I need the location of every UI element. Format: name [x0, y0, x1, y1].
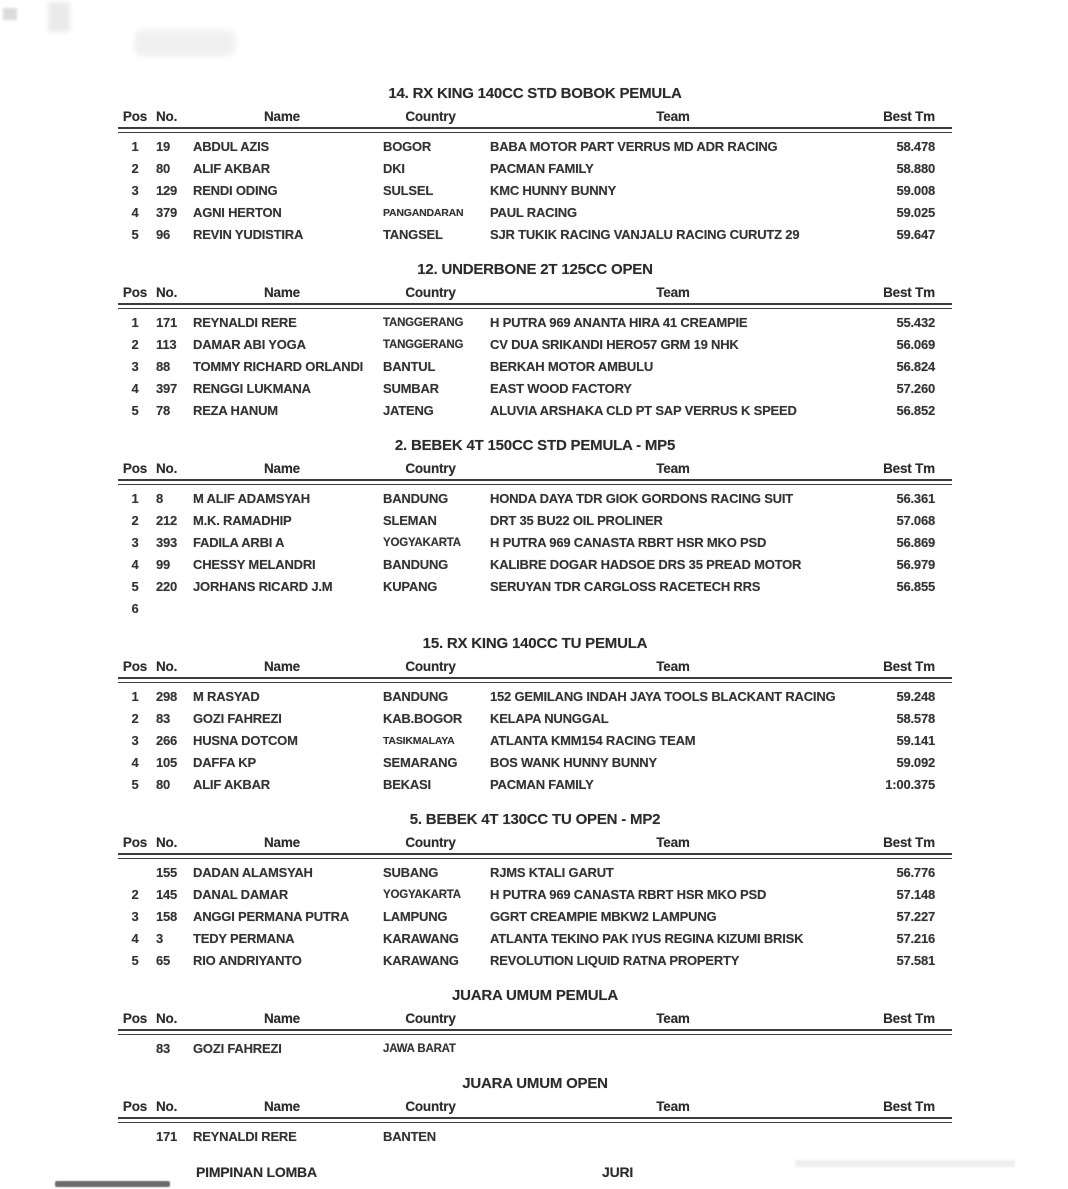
cell-pos: 5	[131, 579, 139, 594]
cell-name: ALIF AKBAR	[193, 161, 270, 176]
table-row	[118, 400, 952, 422]
cell-name: ANGGI PERMANA PUTRA	[193, 909, 350, 924]
cell-name: HUSNA DOTCOM	[193, 733, 298, 748]
cell-country: BOGOR	[383, 139, 432, 154]
column-header-pos: Pos	[122, 659, 148, 674]
cell-pos: 4	[131, 755, 139, 770]
cell-country: TASIKMALAYA	[383, 735, 455, 747]
cell-country: TANGGERANG	[383, 339, 464, 351]
column-header-name: Name	[264, 1011, 300, 1026]
cell-name: FADILA ARBI A	[193, 535, 285, 550]
results-table	[118, 86, 952, 246]
cell-pos: 2	[131, 711, 139, 726]
cell-no	[152, 598, 187, 620]
cell-best-time: 58.880	[896, 161, 935, 176]
cell-team: PACMAN FAMILY	[490, 777, 594, 792]
cell-country: JATENG	[383, 403, 434, 418]
cell-pos: 4	[131, 381, 139, 396]
cell-no: 99	[156, 557, 171, 572]
column-header-team: Team	[656, 109, 690, 124]
cell-pos: 3	[131, 909, 139, 924]
cell-no: 3	[156, 931, 164, 946]
cell-country: PANGANDARAN	[383, 207, 464, 219]
table-row	[118, 752, 952, 774]
cell-best-time: 56.069	[896, 337, 935, 352]
header-row	[118, 1010, 952, 1027]
cell-no: 158	[156, 909, 178, 924]
cell-pos: 3	[131, 359, 139, 374]
cell-name: M RASYAD	[193, 689, 260, 704]
column-header-best-time: Best Tm	[883, 659, 935, 674]
cell-pos: 2	[131, 513, 139, 528]
cell-pos: 3	[131, 535, 139, 550]
cell-team: CV DUA SRIKANDI HERO57 GRM 19 NHK	[490, 337, 739, 352]
cell-team: ATLANTA TEKINO PAK IYUS REGINA KIZUMI BRISK	[490, 931, 804, 946]
cell-name: M ALIF ADAMSYAH	[193, 491, 310, 506]
table-row	[118, 488, 952, 510]
cell-team: DRT 35 BU22 OIL PROLINER	[490, 513, 663, 528]
table-body	[118, 485, 952, 620]
cell-name: RENGGI LUKMANA	[193, 381, 311, 396]
cell-country: KUPANG	[383, 579, 438, 594]
table-row	[118, 136, 952, 158]
cell-best-time: 59.092	[896, 755, 935, 770]
cell-team	[484, 1126, 862, 1148]
column-header-team: Team	[656, 461, 690, 476]
cell-pos	[118, 1038, 152, 1060]
cell-pos: 5	[131, 777, 139, 792]
cell-best-time: 56.852	[896, 403, 935, 418]
table-row	[118, 928, 952, 950]
cell-pos: 3	[131, 183, 139, 198]
cell-team: PAUL RACING	[490, 205, 577, 220]
cell-team	[484, 1038, 862, 1060]
cell-best-time: 55.432	[896, 315, 935, 330]
cell-name: GOZI FAHREZI	[193, 1041, 282, 1056]
cell-no: 379	[156, 205, 178, 220]
results-table	[118, 988, 952, 1060]
column-header-team: Team	[656, 835, 690, 850]
cell-country: BANTUL	[383, 359, 436, 374]
column-header-best-time: Best Tm	[883, 1099, 935, 1114]
cell-best-time: 56.855	[896, 579, 935, 594]
cell-name: AGNI HERTON	[193, 205, 282, 220]
table-row	[118, 356, 952, 378]
cell-best-time: 56.776	[896, 865, 935, 880]
table-title: 5. BEBEK 4T 130CC TU OPEN - MP2	[409, 811, 661, 828]
column-header-team: Team	[656, 285, 690, 300]
column-header-pos: Pos	[122, 1099, 148, 1114]
signature-row	[118, 1164, 952, 1186]
column-header-no: No.	[156, 659, 178, 674]
cell-best-time: 56.824	[896, 359, 935, 374]
table-row	[118, 708, 952, 730]
header-row	[118, 1098, 952, 1115]
header-row	[118, 284, 952, 301]
column-header-country: Country	[405, 659, 456, 674]
table-row	[118, 730, 952, 752]
cell-name: TOMMY RICHARD ORLANDI	[193, 359, 364, 374]
table-row	[118, 686, 952, 708]
cell-team: ALUVIA ARSHAKA CLD PT SAP VERRUS K SPEED	[490, 403, 797, 418]
column-header-best-time: Best Tm	[883, 285, 935, 300]
cell-team: H PUTRA 969 ANANTA HIRA 41 CREAMPIE	[490, 315, 748, 330]
table-title: 14. RX KING 140CC STD BOBOK PEMULA	[388, 85, 682, 102]
table-row	[118, 378, 952, 400]
cell-name: REVIN YUDISTIRA	[193, 227, 304, 242]
column-header-best-time: Best Tm	[883, 109, 935, 124]
cell-team: KALIBRE DOGAR HADSOE DRS 35 PREAD MOTOR	[490, 557, 802, 572]
column-header-name: Name	[264, 659, 300, 674]
cell-name: ABDUL AZIS	[193, 139, 270, 154]
column-header-team: Team	[656, 1099, 690, 1114]
table-body	[118, 309, 952, 422]
cell-no: 155	[156, 865, 178, 880]
cell-country: SEMARANG	[383, 755, 458, 770]
table-row	[118, 532, 952, 554]
cell-best-time: 57.227	[896, 909, 935, 924]
cell-team	[484, 598, 862, 620]
column-header-name: Name	[264, 461, 300, 476]
cell-country: SUBANG	[383, 865, 439, 880]
table-row	[118, 334, 952, 356]
table-body	[118, 133, 952, 246]
cell-best-time: 57.068	[896, 513, 935, 528]
cell-country: BANTEN	[383, 1129, 436, 1144]
table-row	[118, 554, 952, 576]
cell-name: REYNALDI RERE	[193, 1129, 297, 1144]
jury-label: JURI	[602, 1164, 634, 1180]
cell-no: 145	[156, 887, 178, 902]
header-row	[118, 460, 952, 477]
cell-no: 83	[156, 711, 171, 726]
cell-country: TANGSEL	[383, 227, 443, 242]
table-title: JUARA UMUM OPEN	[462, 1075, 608, 1092]
scan-artifact	[3, 8, 17, 20]
table-row	[118, 906, 952, 928]
cell-no: 96	[156, 227, 171, 242]
cell-best-time: 56.361	[896, 491, 935, 506]
cell-no: 171	[156, 1129, 178, 1144]
results-table	[118, 1076, 952, 1148]
table-row	[118, 774, 952, 796]
cell-team: PACMAN FAMILY	[490, 161, 594, 176]
header-row	[118, 834, 952, 851]
cell-no: 171	[156, 315, 178, 330]
cell-no: 80	[156, 777, 171, 792]
column-header-team: Team	[656, 659, 690, 674]
cell-best-time: 56.869	[896, 535, 935, 550]
cell-no: 19	[156, 139, 171, 154]
cell-pos: 1	[131, 491, 139, 506]
cell-best-time: 59.141	[896, 733, 935, 748]
table-title: 15. RX KING 140CC TU PEMULA	[422, 635, 648, 652]
column-header-name: Name	[264, 285, 300, 300]
cell-best-time	[862, 1038, 952, 1060]
table-row	[118, 202, 952, 224]
cell-pos: 4	[131, 931, 139, 946]
column-header-country: Country	[405, 1011, 456, 1026]
table-title: JUARA UMUM PEMULA	[451, 987, 619, 1004]
cell-best-time: 57.216	[896, 931, 935, 946]
cell-team: GGRT CREAMPIE MBKW2 LAMPUNG	[490, 909, 717, 924]
results-table	[118, 636, 952, 796]
cell-name: REZA HANUM	[193, 403, 278, 418]
scan-artifact	[48, 2, 70, 32]
cell-team: 152 GEMILANG INDAH JAYA TOOLS BLACKANT RACING	[490, 689, 836, 704]
table-title: 2. BEBEK 4T 150CC STD PEMULA - MP5	[394, 437, 676, 454]
table-row	[118, 862, 952, 884]
cell-name: JORHANS RICARD J.M	[193, 579, 333, 594]
cell-team: BERKAH MOTOR AMBULU	[490, 359, 654, 374]
cell-pos	[118, 1126, 152, 1148]
cell-best-time: 1:00.375	[885, 777, 935, 792]
cell-country: BEKASI	[383, 777, 431, 792]
cell-country: JAWA BARAT	[383, 1043, 456, 1055]
header-row	[118, 108, 952, 125]
column-header-country: Country	[405, 109, 456, 124]
cell-name: DANAL DAMAR	[193, 887, 289, 902]
cell-country: YOGYAKARTA	[383, 889, 461, 901]
results-content	[118, 86, 952, 1186]
table-row	[118, 180, 952, 202]
cell-country	[377, 598, 484, 620]
cell-team: RJMS KTALI GARUT	[490, 865, 614, 880]
cell-name: DAFFA KP	[193, 755, 256, 770]
cell-no: 393	[156, 535, 178, 550]
table-row	[118, 1126, 952, 1148]
table-body	[118, 1123, 952, 1148]
column-header-no: No.	[156, 285, 178, 300]
cell-pos: 3	[131, 733, 139, 748]
cell-country: BANDUNG	[383, 557, 449, 572]
cell-country: KARAWANG	[383, 931, 459, 946]
table-row	[118, 598, 952, 620]
cell-team: BABA MOTOR PART VERRUS MD ADR RACING	[490, 139, 778, 154]
column-header-best-time: Best Tm	[883, 1011, 935, 1026]
cell-team: ATLANTA KMM154 RACING TEAM	[490, 733, 696, 748]
cell-name: TEDY PERMANA	[193, 931, 295, 946]
cell-country: SULSEL	[383, 183, 434, 198]
cell-pos: 2	[131, 161, 139, 176]
cell-best-time	[862, 1126, 952, 1148]
cell-no: 65	[156, 953, 171, 968]
column-header-pos: Pos	[122, 1011, 148, 1026]
table-body	[118, 683, 952, 796]
cell-best-time: 57.581	[896, 953, 935, 968]
cell-pos: 2	[131, 887, 139, 902]
column-header-pos: Pos	[122, 285, 148, 300]
cell-pos: 6	[131, 601, 139, 616]
header-row	[118, 658, 952, 675]
column-header-name: Name	[264, 1099, 300, 1114]
cell-team: KELAPA NUNGGAL	[490, 711, 609, 726]
column-header-no: No.	[156, 461, 178, 476]
table-row	[118, 510, 952, 532]
column-header-team: Team	[656, 1011, 690, 1026]
cell-best-time: 59.025	[896, 205, 935, 220]
cell-country: BANDUNG	[383, 491, 449, 506]
cell-name: REYNALDI RERE	[193, 315, 297, 330]
cell-name: ALIF AKBAR	[193, 777, 270, 792]
cell-pos: 5	[131, 227, 139, 242]
table-row	[118, 884, 952, 906]
cell-name: RENDI ODING	[193, 183, 278, 198]
cell-pos: 5	[131, 953, 139, 968]
cell-country: SUMBAR	[383, 381, 439, 396]
cell-pos	[118, 862, 152, 884]
column-header-country: Country	[405, 1099, 456, 1114]
column-header-pos: Pos	[122, 835, 148, 850]
cell-best-time: 59.008	[896, 183, 935, 198]
cell-country: KARAWANG	[383, 953, 459, 968]
column-header-no: No.	[156, 109, 178, 124]
table-row	[118, 576, 952, 598]
table-title: 12. UNDERBONE 2T 125CC OPEN	[417, 261, 653, 278]
cell-country: BANDUNG	[383, 689, 449, 704]
table-body	[118, 859, 952, 972]
cell-team: EAST WOOD FACTORY	[490, 381, 632, 396]
cell-team: KMC HUNNY BUNNY	[490, 183, 617, 198]
table-row	[118, 312, 952, 334]
cell-pos: 5	[131, 403, 139, 418]
scan-artifact	[135, 30, 235, 56]
column-header-name: Name	[264, 835, 300, 850]
cell-no: 129	[156, 183, 178, 198]
cell-no: 397	[156, 381, 178, 396]
cell-pos: 4	[131, 557, 139, 572]
cell-best-time: 57.148	[896, 887, 935, 902]
cell-no: 266	[156, 733, 178, 748]
cell-best-time	[862, 598, 952, 620]
cell-country: SLEMAN	[383, 513, 437, 528]
cell-pos: 1	[131, 315, 139, 330]
cell-name: CHESSY MELANDRI	[193, 557, 316, 572]
column-header-pos: Pos	[122, 461, 148, 476]
cell-pos: 4	[131, 205, 139, 220]
results-table	[118, 438, 952, 620]
cell-best-time: 58.578	[896, 711, 935, 726]
cell-country: KAB.BOGOR	[383, 711, 463, 726]
cell-no: 220	[156, 579, 178, 594]
cell-no: 212	[156, 513, 178, 528]
cell-no: 105	[156, 755, 178, 770]
cell-team: SERUYAN TDR CARGLOSS RACETECH RRS	[490, 579, 761, 594]
table-row	[118, 950, 952, 972]
table-row	[118, 1038, 952, 1060]
cell-no: 83	[156, 1041, 171, 1056]
race-director-label: PIMPINAN LOMBA	[196, 1164, 317, 1180]
table-row	[118, 224, 952, 246]
cell-best-time: 56.979	[896, 557, 935, 572]
cell-team: H PUTRA 969 CANASTA RBRT HSR MKO PSD	[490, 887, 767, 902]
cell-team: H PUTRA 969 CANASTA RBRT HSR MKO PSD	[490, 535, 767, 550]
tables	[118, 86, 952, 1148]
cell-best-time: 59.647	[896, 227, 935, 242]
cell-best-time: 57.260	[896, 381, 935, 396]
column-header-country: Country	[405, 285, 456, 300]
column-header-country: Country	[405, 835, 456, 850]
cell-no: 78	[156, 403, 171, 418]
column-header-best-time: Best Tm	[883, 461, 935, 476]
table-body	[118, 1035, 952, 1060]
column-header-name: Name	[264, 109, 300, 124]
cell-name: RIO ANDRIYANTO	[193, 953, 302, 968]
cell-no: 113	[156, 337, 177, 352]
cell-pos: 1	[131, 689, 139, 704]
column-header-no: No.	[156, 1099, 178, 1114]
column-header-no: No.	[156, 835, 178, 850]
results-table	[118, 262, 952, 422]
cell-country: DKI	[383, 161, 405, 176]
results-table	[118, 812, 952, 972]
cell-name: DADAN ALAMSYAH	[193, 865, 313, 880]
cell-no: 80	[156, 161, 171, 176]
cell-pos: 2	[131, 337, 139, 352]
cell-pos: 1	[131, 139, 139, 154]
column-header-no: No.	[156, 1011, 178, 1026]
cell-country: TANGGERANG	[383, 317, 464, 329]
column-header-best-time: Best Tm	[883, 835, 935, 850]
cell-best-time: 59.248	[896, 689, 935, 704]
cell-country: YOGYAKARTA	[383, 537, 461, 549]
cell-best-time: 58.478	[896, 139, 935, 154]
cell-name: GOZI FAHREZI	[193, 711, 282, 726]
cell-name	[187, 598, 377, 620]
column-header-pos: Pos	[122, 109, 148, 124]
cell-name: DAMAR ABI YOGA	[193, 337, 306, 352]
cell-no: 88	[156, 359, 171, 374]
cell-no: 298	[156, 689, 178, 704]
cell-no: 8	[156, 491, 164, 506]
cell-team: BOS WANK HUNNY BUNNY	[490, 755, 657, 770]
cell-country: LAMPUNG	[383, 909, 448, 924]
column-header-country: Country	[405, 461, 456, 476]
cell-team: SJR TUKIK RACING VANJALU RACING CURUTZ 29	[490, 227, 800, 242]
cell-name: M.K. RAMADHIP	[193, 513, 292, 528]
table-row	[118, 158, 952, 180]
cell-team: REVOLUTION LIQUID RATNA PROPERTY	[490, 953, 740, 968]
cell-team: HONDA DAYA TDR GIOK GORDONS RACING SUIT	[490, 491, 794, 506]
